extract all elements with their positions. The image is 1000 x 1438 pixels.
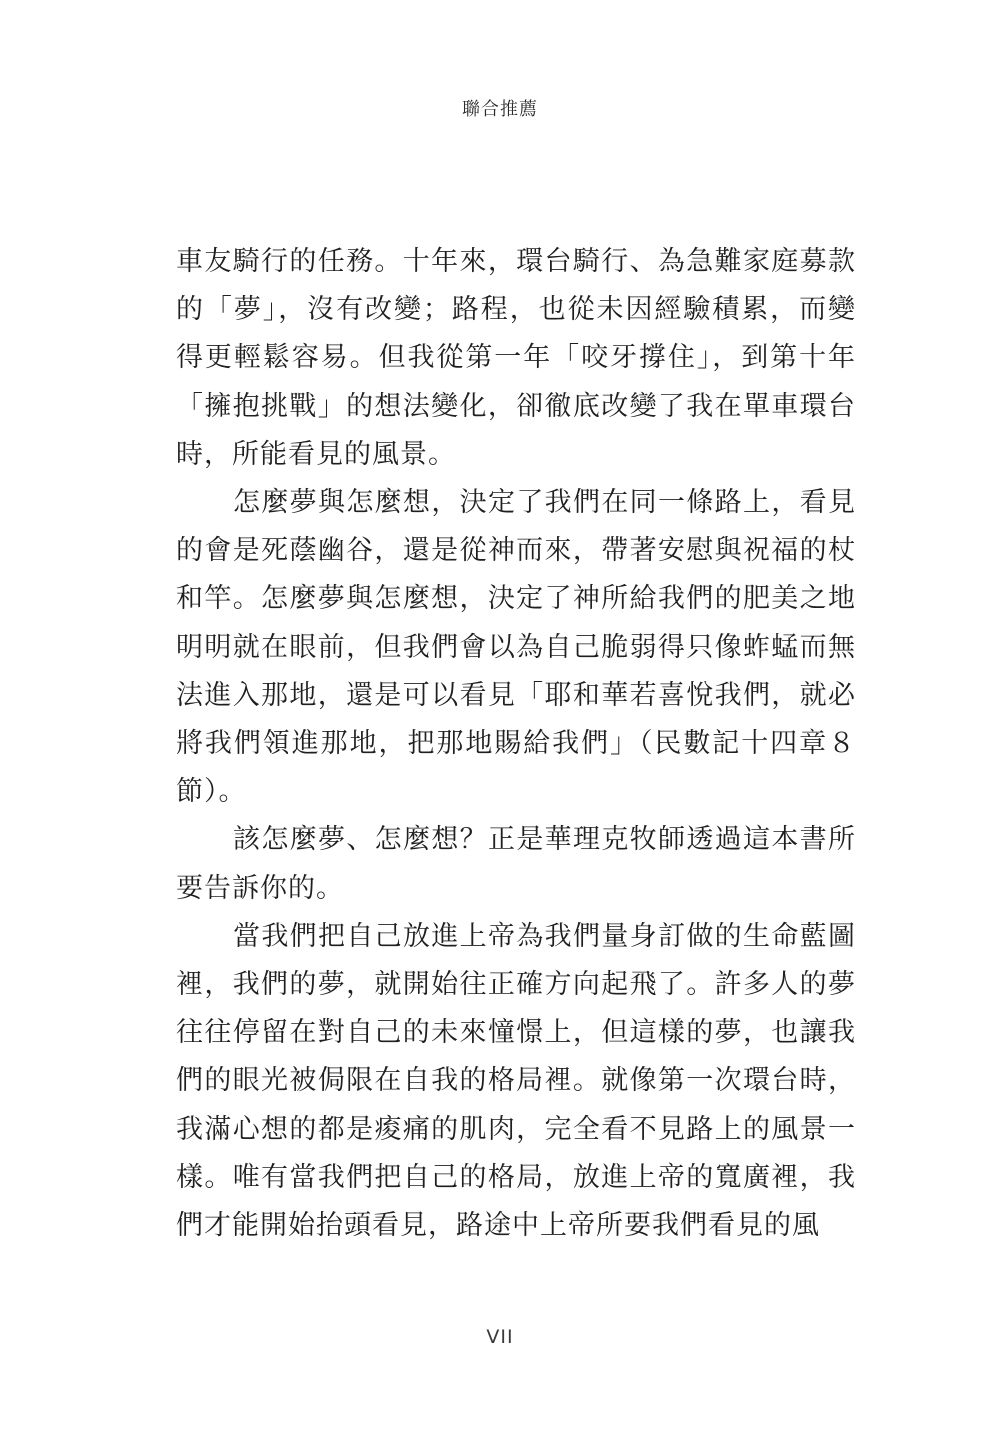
running-header-title: 聯合推薦: [462, 99, 538, 120]
body-text: [176, 238, 856, 1250]
page-number: VII: [486, 1326, 514, 1348]
paragraph-3: 該怎麼夢、怎麼想？正是華理克牧師透過這本書所要告訴你的。: [176, 824, 856, 904]
paragraph-2: 怎麼夢與怎麼想，決定了我們在同一條路上，看見的會是死蔭幽谷，還是從神而來，帶著安慰與祝福的杖和竿。怎麼夢與怎麼想，決定了神所給我們的肥美之地明明就在眼前，但我們會以為自己脆弱得只像蚱蜢而無法進入那地，還是可以看見「耶和華若喜悅我們，就必將我們領進那地，把那地賜給我們」（民數記十四章８節）。: [176, 487, 856, 808]
paragraph-1: 車友騎行的任務。十年來，環台騎行、為急難家庭募款的「夢」，沒有改變；路程，也從未因經驗積累，而變得更輕鬆容易。但我從第一年「咬牙撐住」，到第十年「擁抱挑戰」的想法變化，卻徹底改變了我在單車環台時，所能看見的風景。: [176, 246, 856, 470]
paragraph-4: 當我們把自己放進上帝為我們量身訂做的生命藍圖裡，我們的夢，就開始往正確方向起飛了。許多人的夢往往停留在對自己的未來憧憬上，但這樣的夢，也讓我們的眼光被侷限在自我的格局裡。就像第一次環台時，我滿心想的都是痠痛的肌肉，完全看不見路上的風景一樣。唯有當我們把自己的格局，放進上帝的寬廣裡，我們才能開始抬頭看見，路途中上帝所要我們看見的風: [176, 920, 856, 1242]
